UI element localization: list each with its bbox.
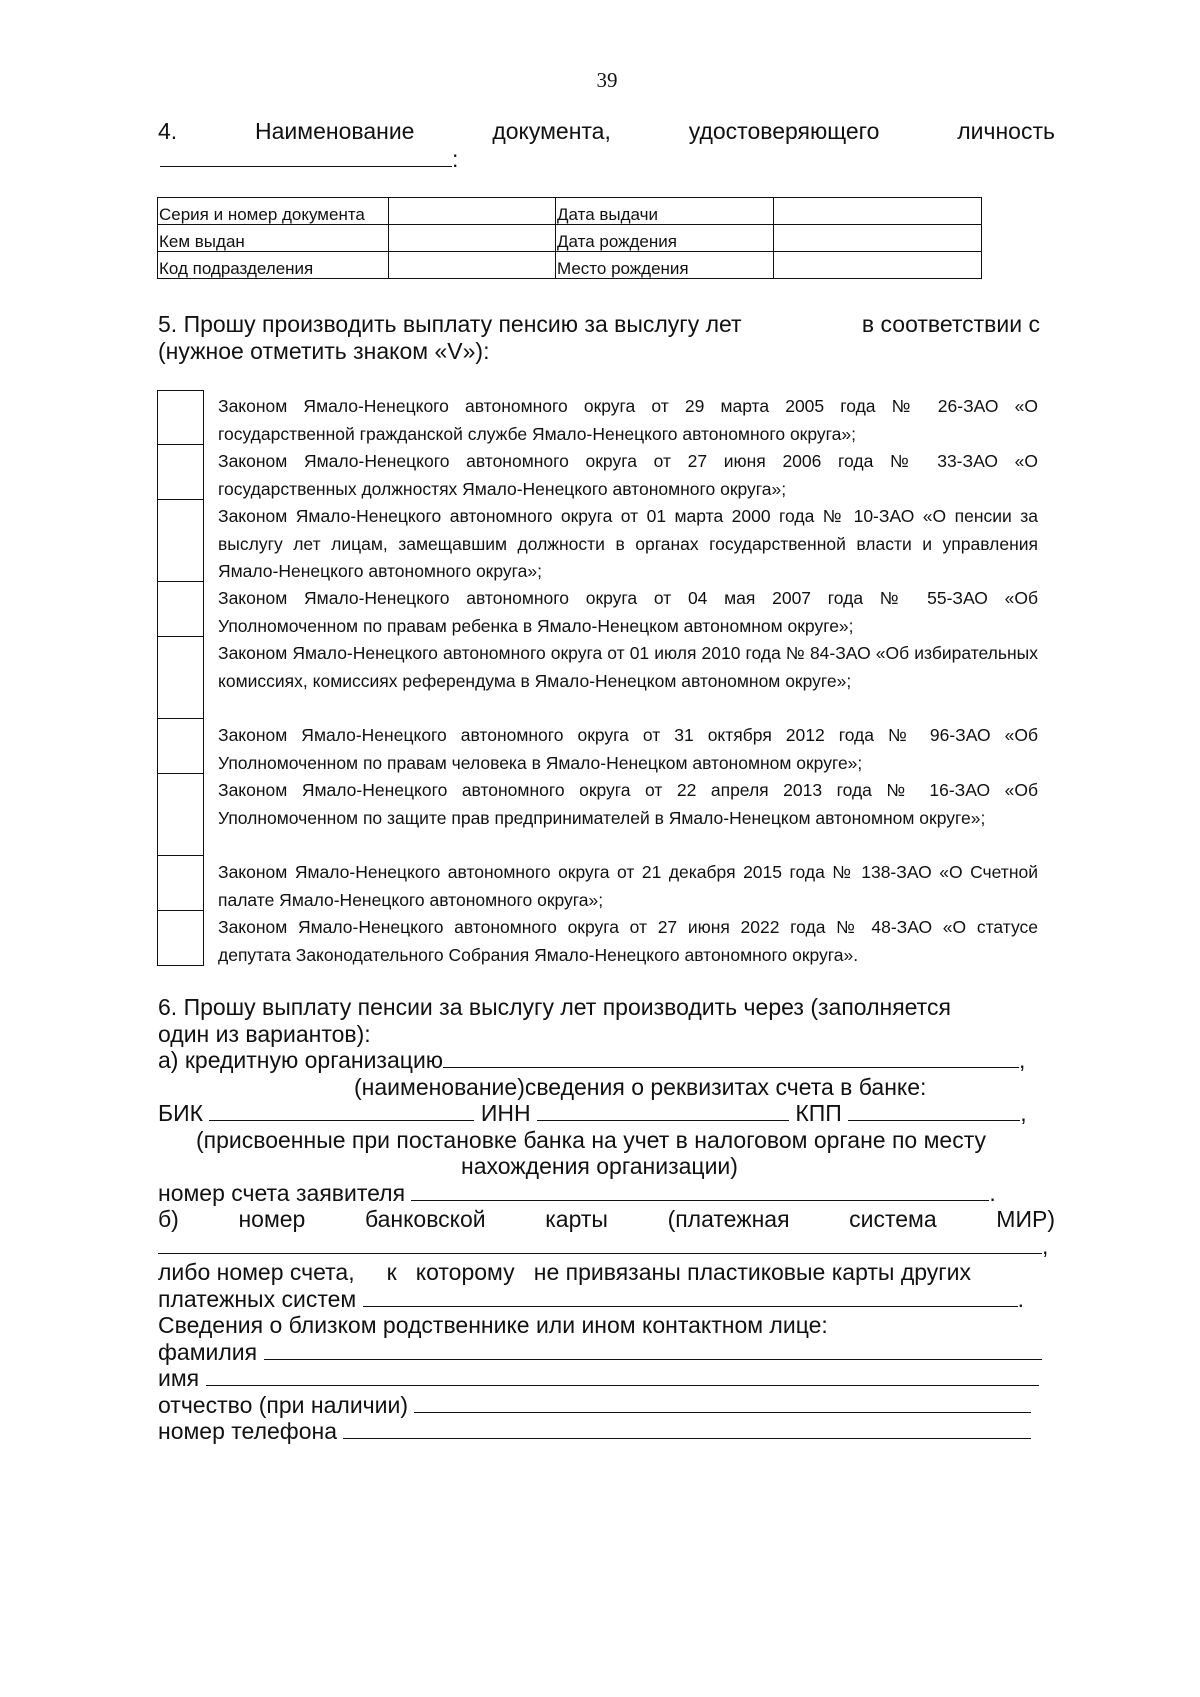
kpp-label: КПП — [795, 1100, 842, 1126]
section5-line1: 5. Прошу производить выплату пенсию за выслугу лет — [158, 311, 742, 337]
inn-label: ИНН — [480, 1100, 531, 1126]
document-name-field[interactable] — [160, 146, 452, 167]
law-text: Законом Ямало-Ненецкого автономного округа от 27 июня 2006 года № 33-ЗАО «О государственных должностях Ямало-Ненецкого автономного округа»; — [218, 451, 1038, 499]
law-item — [157, 856, 1047, 911]
law-item — [157, 390, 1047, 445]
name-label: имя — [158, 1365, 200, 1391]
phone-field[interactable] — [343, 1418, 1031, 1439]
comma: , — [1020, 1100, 1027, 1126]
law-checkbox[interactable] — [157, 911, 204, 966]
issued-by-field[interactable] — [389, 225, 556, 252]
bik-label: БИК — [158, 1100, 204, 1126]
law-checkbox[interactable] — [157, 637, 204, 719]
name-field[interactable] — [206, 1365, 1039, 1386]
account-field[interactable] — [411, 1180, 989, 1201]
word: система — [849, 1206, 937, 1232]
card-line — [158, 1206, 1055, 1233]
law-checkbox[interactable] — [157, 390, 204, 445]
division-code-field[interactable] — [389, 252, 556, 279]
table-row — [158, 252, 982, 279]
series-number-field[interactable] — [389, 198, 556, 225]
section5-line1-right: в соответствии с — [861, 311, 1040, 337]
law-text: Законом Ямало-Ненецкого автономного округа от 04 мая 2007 года № 55-ЗАО «Об Уполномоченном по правам ребенка в Ямало-Ненецком автономном округе»; — [218, 588, 1038, 636]
label-cell: Код подразделения — [158, 252, 389, 279]
page-number: 39 — [596, 68, 618, 92]
surname-field[interactable] — [264, 1339, 1042, 1360]
note-assigned: (присвоенные при постановке банка на учет в налоговом органе по месту — [196, 1126, 987, 1153]
patronymic-label: отчество (при наличии) — [158, 1391, 409, 1418]
law-checkbox[interactable] — [157, 445, 204, 500]
law-item — [157, 500, 1047, 582]
account-label: номер счета заявителя — [158, 1179, 406, 1206]
contact-title: Сведения о близком родственнике или ином контактном лице: — [158, 1312, 828, 1338]
bik-field[interactable] — [209, 1100, 474, 1121]
law-text: Законом Ямало-Ненецкого автономного округа от 01 июля 2010 года № 84-ЗАО «Об избирательных комиссиях, комиссиях референдума в Ямало-Ненецком автономном округе»; — [218, 643, 1038, 691]
law-checkbox[interactable] — [157, 774, 204, 856]
label-cell: Серия и номер документа — [158, 198, 389, 225]
note-location: нахождения организации) — [461, 1153, 738, 1179]
word: банковской — [364, 1206, 486, 1232]
law-text: Законом Ямало-Ненецкого автономного округа от 21 декабря 2015 года № 138-ЗАО «О Счетной палате Ямало-Ненецкого автономного округа»; — [218, 862, 1038, 910]
table-row — [158, 198, 982, 225]
period: . — [1017, 1285, 1024, 1312]
comma: , — [1019, 1047, 1026, 1073]
law-checkbox[interactable] — [157, 719, 204, 774]
section6-line2: один из вариантов): — [158, 1020, 371, 1047]
law-text: Законом Ямало-Ненецкого автономного округа от 22 апреля 2013 года № 16-ЗАО «Об Уполномоченном по защите прав предпринимателей в Ямало-Ненецком автономном округе»; — [218, 780, 1038, 828]
label-cell: Дата выдачи — [556, 198, 774, 225]
word: б) — [158, 1206, 179, 1232]
colon: : — [452, 146, 459, 172]
other-account-field[interactable] — [363, 1286, 1018, 1307]
birth-place-field[interactable] — [774, 252, 982, 279]
law-text: Законом Ямало-Ненецкого автономного округа от 29 марта 2005 года № 26-ЗАО «О государственной гражданской службе Ямало-Ненецкого автономного округа»; — [218, 396, 1038, 444]
law-checkbox[interactable] — [157, 856, 204, 911]
law-item — [157, 637, 1047, 719]
law-text: Законом Ямало-Ненецкого автономного округа от 27 июня 2022 года № 48-ЗАО «О статусе депутата Законодательного Собрания Ямало-Ненецкого автономного округа». — [218, 917, 1038, 965]
word: документа, — [492, 118, 611, 144]
period: . — [989, 1179, 996, 1206]
kpp-field[interactable] — [848, 1100, 1020, 1121]
law-checkbox[interactable] — [157, 582, 204, 637]
label-cell: Дата рождения — [556, 225, 774, 252]
law-item — [157, 445, 1047, 500]
label-cell: Кем выдан — [158, 225, 389, 252]
law-checkbox[interactable] — [157, 500, 204, 582]
label-cell: Место рождения — [556, 252, 774, 279]
card-number-field[interactable] — [158, 1233, 1042, 1254]
word: МИР) — [996, 1206, 1055, 1232]
inn-field[interactable] — [537, 1100, 789, 1121]
law-checklist — [157, 390, 1047, 966]
birth-date-field[interactable] — [774, 225, 982, 252]
credit-org-label: а) кредитную организацию — [158, 1047, 444, 1073]
word: 4. — [158, 118, 178, 144]
word: удостоверяющего — [688, 118, 880, 144]
law-item — [157, 582, 1047, 637]
word: карты — [545, 1206, 608, 1232]
phone-label: номер телефона — [158, 1418, 338, 1444]
section6-line1: 6. Прошу выплату пенсии за выслугу лет производить через (заполняется — [158, 994, 951, 1020]
section5-line2: (нужное отметить знаком «V»): — [158, 338, 490, 364]
law-text: Законом Ямало-Ненецкого автономного округа от 31 октября 2012 года № 96-ЗАО «Об Уполномоченном по правам человека в Ямало-Ненецком автономном округе»; — [218, 725, 1038, 773]
word: Наименование — [255, 118, 415, 144]
section4-heading — [158, 118, 1055, 145]
law-item — [157, 719, 1047, 774]
word: (платежная — [667, 1206, 790, 1232]
other-systems-label: платежных систем — [158, 1285, 357, 1312]
word: личность — [957, 118, 1055, 144]
surname-label: фамилия — [158, 1338, 258, 1365]
patronymic-field[interactable] — [414, 1392, 1031, 1413]
issue-date-field[interactable] — [774, 198, 982, 225]
note-requisites: (наименование)сведения о реквизитах счета в банке: — [354, 1073, 927, 1100]
table-row — [158, 225, 982, 252]
law-item — [157, 911, 1047, 966]
other-account-line1: либо номер счета, к которому не привязаны пластиковые карты других — [158, 1259, 972, 1285]
law-text: Законом Ямало-Ненецкого автономного округа от 01 марта 2000 года № 10-ЗАО «О пенсии за выслугу лет лицам, замещавшим должности в органах государственной власти и управления Ямало-Ненецкого автономного округа»; — [218, 506, 1038, 581]
law-item — [157, 774, 1047, 856]
word: номер — [238, 1206, 306, 1232]
document-table — [157, 197, 982, 279]
comma: , — [1042, 1232, 1049, 1259]
credit-org-field[interactable] — [443, 1047, 1019, 1068]
